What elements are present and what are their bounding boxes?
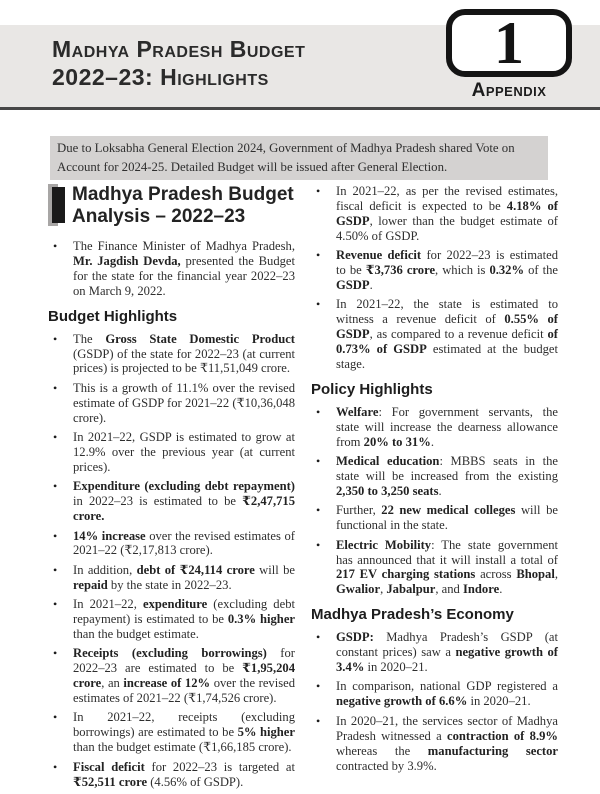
bullet-marker-icon: • bbox=[53, 239, 58, 253]
bullet-text: In 2021–22, as per the revised estimates, fiscal deficit is expected to be 4.18% of GSDP, lower than the budget estimate of 4.50% of GSDP. bbox=[336, 184, 558, 243]
appendix-badge bbox=[446, 9, 572, 102]
bullet-marker-icon: • bbox=[316, 503, 321, 518]
bullet-marker-icon: • bbox=[316, 248, 321, 263]
bullet-item bbox=[311, 405, 558, 450]
bullet-text: In addition, debt of ₹24,114 crore will be repaid by the state in 2022–23. bbox=[73, 562, 295, 592]
bullet-item bbox=[48, 239, 295, 299]
bullet-text: In 2020–21, the services sector of Madhya Pradesh witnessed a contraction of 8.9% whereas the manufacturing sector contracted by 3.9%. bbox=[336, 713, 558, 773]
bullet-marker-icon: • bbox=[316, 679, 321, 694]
heading-bar-icon bbox=[52, 187, 65, 223]
bullet-marker-icon: • bbox=[53, 430, 58, 445]
bullet-text: Expenditure (excluding debt repayment) in 2022–23 is estimated to be ₹2,47,715 crore. bbox=[73, 479, 295, 524]
section-heading: Madhya Pradesh’s Economy bbox=[311, 606, 514, 624]
bullet-item bbox=[311, 184, 558, 244]
bullet-text: Medical education: MBBS seats in the state will be increased from the existing 2,350 to 3,250 seats. bbox=[336, 454, 558, 498]
bullet-marker-icon: • bbox=[53, 646, 58, 661]
bullet-marker-icon: • bbox=[53, 528, 58, 543]
bullet-text: GSDP: Madhya Pradesh’s GSDP (at constant prices) saw a negative growth of 3.4% in 2020–21. bbox=[336, 630, 558, 675]
bullet-item bbox=[311, 714, 558, 774]
bullet-text: Welfare: For government servants, the state will increase the dearness allowance from 20% to 31%. bbox=[336, 404, 558, 449]
bullet-text: 14% increase over the revised estimates of 2021–22 (₹2,17,813 crore). bbox=[73, 528, 295, 558]
page-title-line1: Madhya Pradesh Budget bbox=[52, 36, 306, 62]
bullet-text: Revenue deficit for 2022–23 is estimated to be ₹3,736 crore, which is 0.32% of the GSDP. bbox=[336, 248, 558, 292]
bullet-item bbox=[48, 479, 295, 524]
bullet-item bbox=[311, 630, 558, 675]
bullet-text: The Finance Minister of Madhya Pradesh, Mr. Jagdish Devda, presented the Budget for the state for the financial year 2022–23 on March 9, 2022. bbox=[73, 239, 296, 298]
content-columns bbox=[48, 184, 558, 794]
bullet-text: In 2021–22, expenditure (excluding debt repayment) is estimated to be 0.3% higher than the budget estimate. bbox=[73, 597, 295, 641]
bullet-item bbox=[311, 679, 558, 709]
bullet-text: Electric Mobility: The state government has announced that it will install a total of 217 EV charging stations across Bhopal, Gwalior, Jabalpur, and Indore. bbox=[336, 537, 559, 597]
bullet-text: Receipts (excluding borrowings) for 2022–23 are estimated to be ₹1,95,204 crore, an increase of 12% over the revised estimates of 2021–22 (₹1,74,526 crore). bbox=[73, 646, 295, 706]
appendix-label: Appendix bbox=[471, 80, 547, 101]
page-title bbox=[52, 35, 305, 91]
bullet-marker-icon: • bbox=[316, 184, 321, 198]
left-column bbox=[48, 184, 295, 794]
appendix-number: 1 bbox=[494, 10, 524, 76]
bullet-marker-icon: • bbox=[53, 380, 58, 395]
bullet-item bbox=[48, 430, 295, 475]
bullet-text: In 2021–22, GSDP is estimated to grow at 12.9% over the previous year (at current prices). bbox=[73, 430, 295, 474]
notice-box: Due to Loksabha General Election 2024, Government of Madhya Pradesh shared Vote on Account for 2024-25. Detailed Budget will be issued after General Election. bbox=[50, 136, 548, 180]
section-heading: Budget Highlights bbox=[48, 307, 178, 325]
bullet-marker-icon: • bbox=[316, 404, 321, 419]
bullet-text: In 2021–22, receipts (excluding borrowings) are estimated to be 5% higher than the budget estimate (₹1,66,185 crore). bbox=[73, 710, 295, 755]
bullet-marker-icon: • bbox=[316, 537, 321, 552]
bullet-marker-icon: • bbox=[316, 454, 321, 469]
bullet-marker-icon: • bbox=[316, 713, 321, 728]
bullet-marker-icon: • bbox=[316, 630, 321, 645]
analysis-title-text: Madhya Pradesh Budget Analysis – 2022–23 bbox=[72, 184, 294, 227]
bullet-marker-icon: • bbox=[316, 297, 321, 312]
bullet-item bbox=[311, 503, 558, 533]
bullet-item bbox=[311, 454, 558, 499]
bullet-item bbox=[311, 297, 558, 372]
bullet-text: In comparison, national GDP registered a negative growth of 6.6% in 2020–21. bbox=[336, 679, 558, 709]
bullet-marker-icon: • bbox=[53, 479, 58, 494]
right-column bbox=[311, 184, 558, 794]
bullet-item bbox=[48, 563, 295, 593]
bullet-item bbox=[48, 760, 295, 790]
bullet-item bbox=[48, 332, 295, 377]
bullet-item bbox=[48, 646, 295, 706]
bullet-marker-icon: • bbox=[53, 759, 58, 774]
bullet-text: In 2021–22, the state is estimated to witness a revenue deficit of 0.55% of GSDP, as compared to a revenue deficit of 0.73% of GSDP estimated at the budget stage. bbox=[336, 297, 558, 371]
bullet-text: This is a growth of 11.1% over the revised estimate of GSDP for 2021–22 (₹10,36,048 crore). bbox=[73, 380, 295, 425]
bullet-item bbox=[48, 710, 295, 755]
bullet-text: Further, 22 new medical colleges will be functional in the state. bbox=[336, 503, 558, 533]
bullet-item bbox=[311, 248, 558, 293]
bullet-item bbox=[48, 529, 295, 559]
bullet-item bbox=[311, 538, 558, 598]
bullet-marker-icon: • bbox=[53, 597, 58, 612]
section-heading: Policy Highlights bbox=[311, 380, 433, 398]
analysis-title bbox=[48, 184, 295, 230]
bullet-marker-icon: • bbox=[53, 710, 58, 725]
bullet-text: Fiscal deficit for 2022–23 is targeted at ₹52,511 crore (4.56% of GSDP). bbox=[73, 759, 295, 789]
bullet-item bbox=[48, 597, 295, 642]
bullet-item bbox=[48, 381, 295, 426]
appendix-number-box bbox=[446, 9, 572, 77]
page-title-line2: 2022–23: Highlights bbox=[52, 64, 269, 90]
bullet-marker-icon: • bbox=[53, 562, 58, 577]
bullet-text: The Gross State Domestic Product (GSDP) of the state for 2022–23 (at current prices) is projected to be ₹11,51,049 crore. bbox=[73, 331, 296, 376]
bullet-marker-icon: • bbox=[53, 331, 58, 346]
